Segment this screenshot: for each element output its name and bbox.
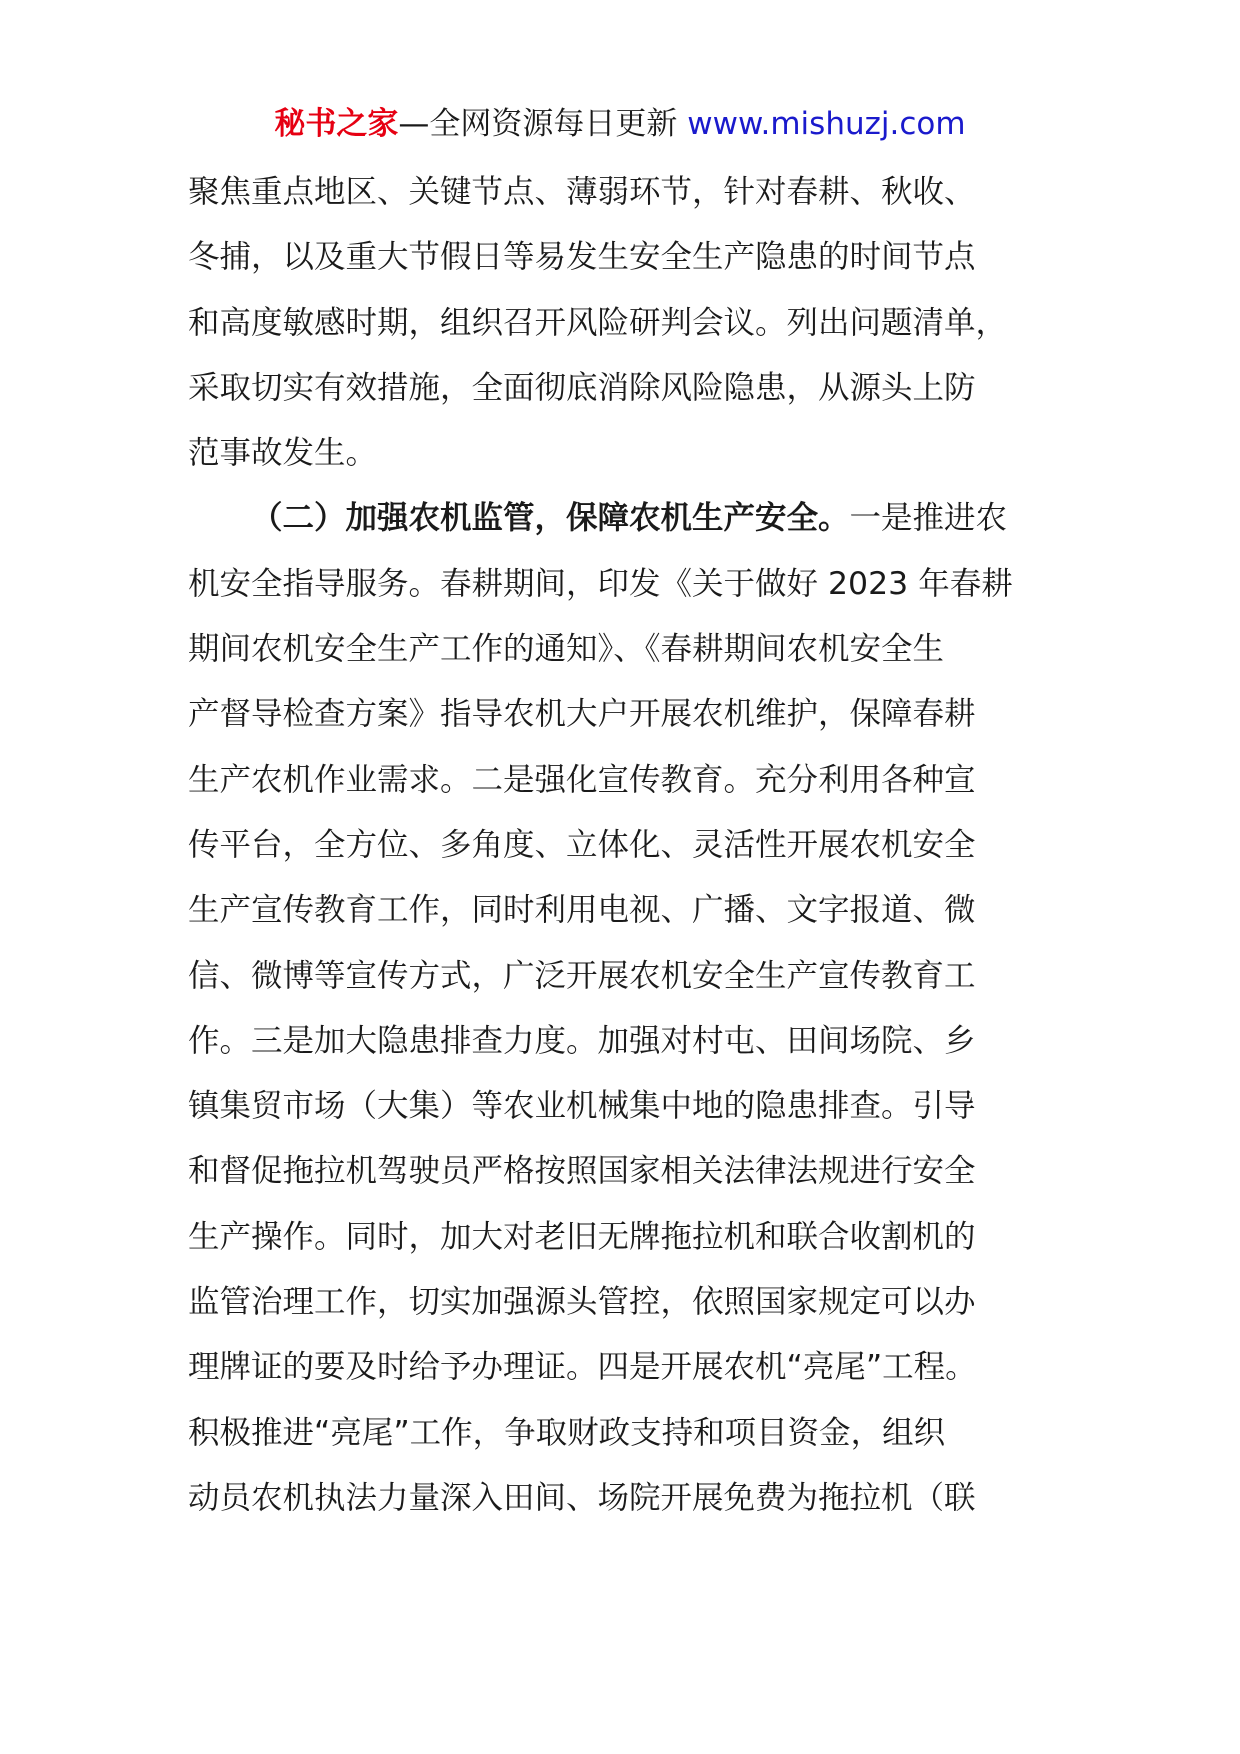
body-line: 理牌证的要及时给予办理证。四是开展农机“亮尾”工程。 xyxy=(188,1349,977,1386)
body-line: 信、微博等宣传方式，广泛开展农机安全生产宣传教育工 xyxy=(188,957,976,994)
page-header xyxy=(0,104,1240,144)
header-tagline: —全网资源每日更新 xyxy=(398,106,688,142)
body-line: 动员农机执法力量深入田间、场院开展免费为拖拉机（联 xyxy=(188,1479,976,1516)
section-2-first-line-text: 一是推进农 xyxy=(849,500,1008,537)
body-line: 和督促拖拉机驾驶员严格按照国家相关法律法规进行安全 xyxy=(188,1153,976,1190)
body-line: 生产宣传教育工作，同时利用电视、广播、文字报道、微 xyxy=(188,892,976,929)
document-body xyxy=(188,160,1070,1531)
body-line: 范事故发生。 xyxy=(188,435,378,472)
body-line: 聚焦重点地区、关键节点、薄弱环节，针对春耕、秋收、 xyxy=(188,174,976,210)
body-line: 镇集贸市场（大集）等农业机械集中地的隐患排查。引导 xyxy=(188,1088,976,1125)
body-line: 生产操作。同时，加大对老旧无牌拖拉机和联合收割机的 xyxy=(188,1218,976,1255)
section-2-heading: （二）加强农机监管，保障农机生产安全。 xyxy=(251,500,850,537)
body-line: 生产农机作业需求。二是强化宣传教育。充分利用各种宣 xyxy=(188,761,976,798)
site-url[interactable]: www.mishuzj.com xyxy=(687,106,966,142)
body-line: 监管治理工作，切实加强源头管控，依照国家规定可以办 xyxy=(188,1284,976,1321)
body-line: 期间农机安全生产工作的通知》、《春耕期间农机安全生 xyxy=(188,631,945,668)
body-line: 采取切实有效措施，全面彻底消除风险隐患，从源头上防 xyxy=(188,369,976,406)
body-line: 机安全指导服务。春耕期间，印发《关于做好 2023 年春耕 xyxy=(188,565,1013,602)
body-line: 产督导检查方案》指导农机大户开展农机维护，保障春耕 xyxy=(188,696,976,733)
body-line: 作。三是加大隐患排查力度。加强对村屯、田间场院、乡 xyxy=(188,1022,976,1059)
body-line: 积极推进“亮尾”工作，争取财政支持和项目资金，组织 xyxy=(188,1414,946,1451)
body-line: 和高度敏感时期，组织召开风险研判会议。列出问题清单， xyxy=(188,304,1008,341)
body-line: 传平台，全方位、多角度、立体化、灵活性开展农机安全 xyxy=(188,826,976,863)
section-2-first-line xyxy=(188,486,1070,551)
brand-name: 秘书之家 xyxy=(274,106,399,142)
body-line: 冬捕，以及重大节假日等易发生安全生产隐患的时间节点 xyxy=(188,239,976,276)
